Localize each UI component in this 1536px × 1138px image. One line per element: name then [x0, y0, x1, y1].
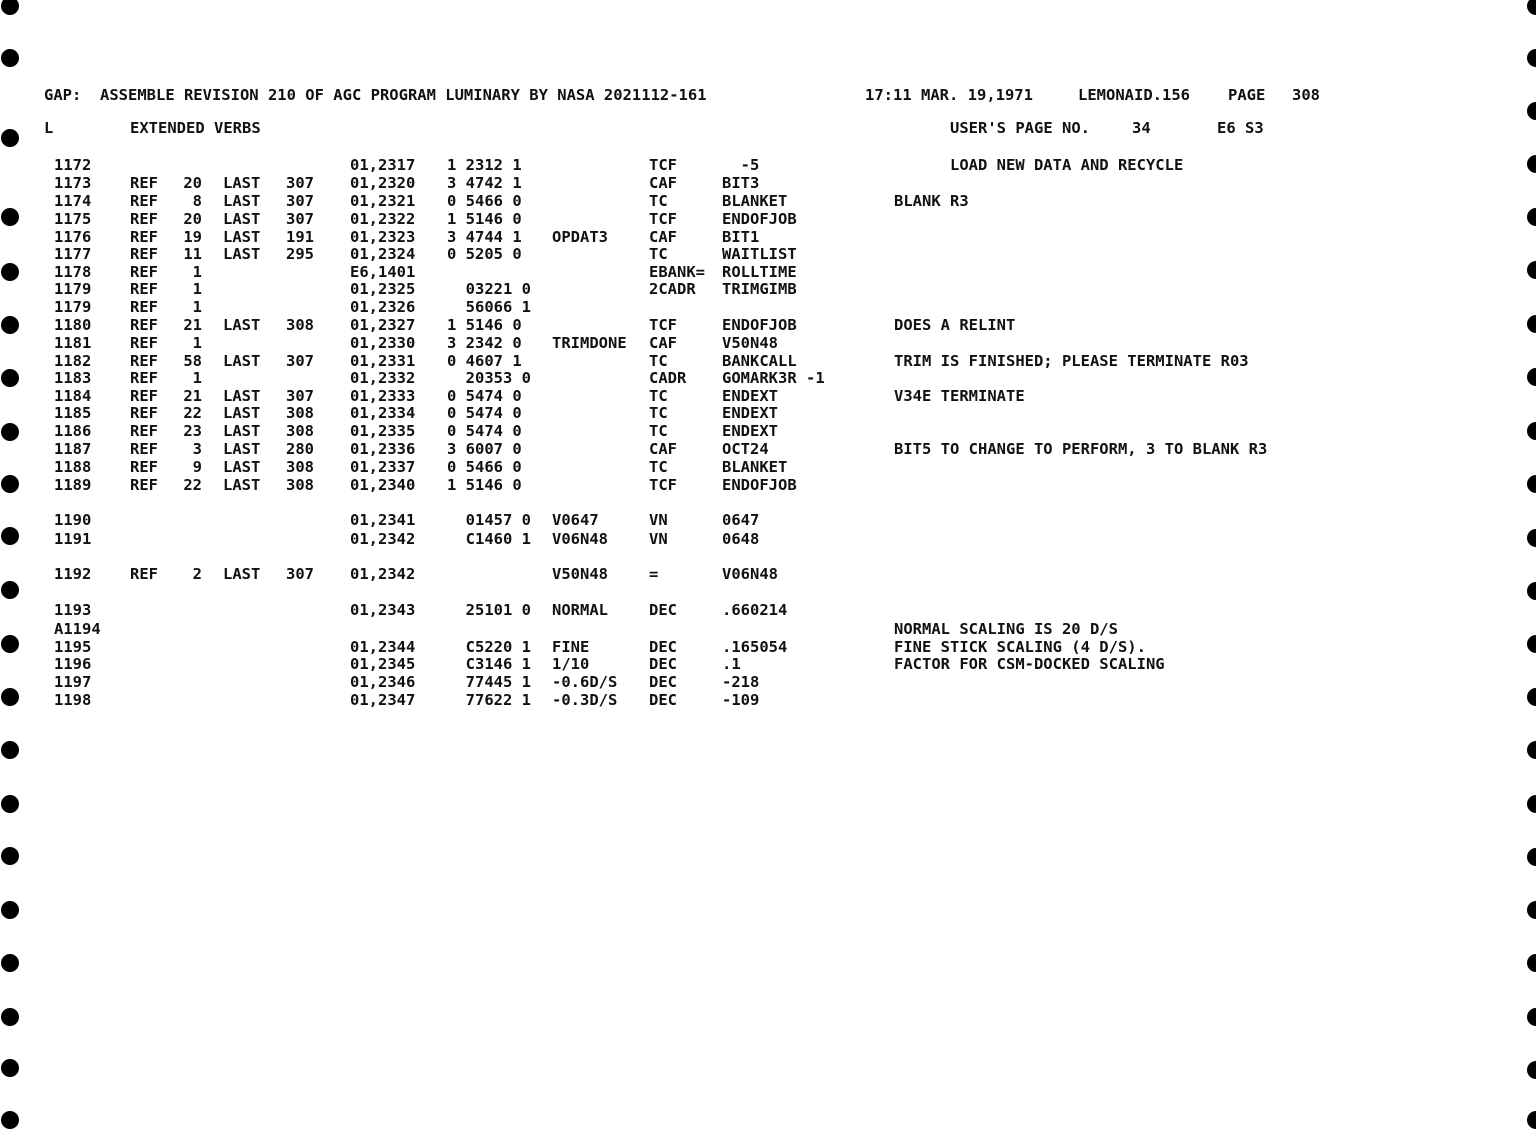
feed-hole-icon [1, 795, 19, 813]
feed-hole-icon [1, 1059, 19, 1077]
last-keyword: LAST [223, 440, 261, 458]
feed-hole-icon [1527, 1008, 1536, 1026]
ref-keyword: REF [130, 174, 158, 192]
address: 01,2340 [350, 476, 416, 494]
address: 01,2322 [350, 210, 416, 228]
line-number: 1177 [54, 245, 92, 263]
object-code: C3146 1 [447, 655, 531, 673]
operand: BIT1 [722, 228, 760, 246]
operand: -218 [722, 673, 760, 691]
line-number: 1172 [54, 156, 92, 174]
line-number: 1178 [54, 263, 92, 281]
section-marker: L [44, 119, 54, 137]
opcode: DEC [649, 655, 677, 673]
symbol-label: V0647 [552, 511, 599, 529]
comment: FACTOR FOR CSM-DOCKED SCALING [894, 655, 1165, 673]
last-page: 307 [286, 174, 314, 192]
listing-row [0, 210, 1536, 228]
listing-row [0, 280, 1536, 298]
listing-row [0, 404, 1536, 422]
feed-hole-icon [1, 1111, 19, 1129]
listing-title: GAP: ASSEMBLE REVISION 210 OF AGC PROGRAM LUMINARY BY NASA 2021112-161 [44, 86, 707, 104]
operand: BANKCALL [722, 352, 797, 370]
feed-hole-icon [1527, 1111, 1536, 1129]
opcode: CADR [649, 369, 687, 387]
operand: ENDEXT [722, 404, 778, 422]
ref-keyword: REF [130, 422, 158, 440]
line-number: 1186 [54, 422, 92, 440]
ref-keyword: REF [130, 352, 158, 370]
ref-count: 22 [183, 404, 202, 422]
ref-keyword: REF [130, 280, 158, 298]
ref-count: 20 [183, 210, 202, 228]
object-code: 01457 0 [447, 511, 531, 529]
last-keyword: LAST [223, 476, 261, 494]
line-number: 1182 [54, 352, 92, 370]
object-code: 3 6007 0 [447, 440, 522, 458]
line-number: 1191 [54, 530, 92, 548]
object-code: 0 5474 0 [447, 422, 522, 440]
feed-hole-icon [1527, 848, 1536, 866]
listing-row [0, 174, 1536, 192]
object-code: C1460 1 [447, 530, 531, 548]
last-page: 308 [286, 476, 314, 494]
object-code: 56066 1 [447, 298, 531, 316]
last-page: 308 [286, 316, 314, 334]
object-code: 3 4742 1 [447, 174, 522, 192]
ref-count: 20 [183, 174, 202, 192]
operand: V06N48 [722, 565, 778, 583]
listing-row [0, 655, 1536, 673]
address: 01,2337 [350, 458, 416, 476]
listing-row [0, 638, 1536, 656]
operand: .165054 [722, 638, 788, 656]
operand: ENDOFJOB [722, 476, 797, 494]
address: 01,2317 [350, 156, 416, 174]
ref-keyword: REF [130, 192, 158, 210]
ref-count: 2 [192, 565, 202, 583]
feed-hole-icon [1527, 741, 1536, 759]
listing-row [0, 440, 1536, 458]
feed-hole-icon [1, 49, 19, 67]
listing-row [0, 369, 1536, 387]
opcode: TC [649, 352, 668, 370]
address: 01,2324 [350, 245, 416, 263]
line-number: 1174 [54, 192, 92, 210]
address: 01,2346 [350, 673, 416, 691]
address: 01,2343 [350, 601, 416, 619]
listing-row [0, 192, 1536, 210]
line-number: 1173 [54, 174, 92, 192]
listing-row [0, 673, 1536, 691]
operand: V50N48 [722, 334, 778, 352]
ref-keyword: REF [130, 228, 158, 246]
address: 01,2345 [350, 655, 416, 673]
object-code: 77622 1 [447, 691, 531, 709]
opcode: TC [649, 245, 668, 263]
comment: LOAD NEW DATA AND RECYCLE [894, 156, 1184, 174]
ref-count: 1 [192, 369, 202, 387]
object-code: 1 2312 1 [447, 156, 522, 174]
ref-count: 58 [183, 352, 202, 370]
listing-row [0, 691, 1536, 709]
listing-row [0, 228, 1536, 246]
last-keyword: LAST [223, 422, 261, 440]
listing-row [0, 156, 1536, 174]
line-number: 1187 [54, 440, 92, 458]
opcode: TCF [649, 476, 677, 494]
line-number: 1193 [54, 601, 92, 619]
line-number: 1180 [54, 316, 92, 334]
operand: .1 [722, 655, 741, 673]
feed-hole-icon [1527, 1061, 1536, 1079]
opcode: DEC [649, 601, 677, 619]
page-label: PAGE [1228, 86, 1266, 104]
ref-keyword: REF [130, 263, 158, 281]
line-number: A1194 [54, 620, 101, 638]
operand: 0647 [722, 511, 760, 529]
last-keyword: LAST [223, 404, 261, 422]
address: 01,2333 [350, 387, 416, 405]
ref-keyword: REF [130, 334, 158, 352]
listing-row [0, 298, 1536, 316]
address: 01,2342 [350, 530, 416, 548]
user-page-number: 34 [1132, 119, 1151, 137]
opcode: 2CADR [649, 280, 696, 298]
last-page: 295 [286, 245, 314, 263]
line-number: 1175 [54, 210, 92, 228]
object-code: 0 5205 0 [447, 245, 522, 263]
feed-hole-icon [1527, 901, 1536, 919]
object-code: 0 4607 1 [447, 352, 522, 370]
line-number: 1185 [54, 404, 92, 422]
listing-row [0, 511, 1536, 529]
listing-row [0, 422, 1536, 440]
opcode: TCF [649, 210, 677, 228]
bank-id: E6 S3 [1217, 119, 1264, 137]
last-keyword: LAST [223, 245, 261, 263]
opcode: TC [649, 387, 668, 405]
ref-count: 21 [183, 316, 202, 334]
symbol-label: V50N48 [552, 565, 608, 583]
address: 01,2335 [350, 422, 416, 440]
object-code: 0 5474 0 [447, 387, 522, 405]
last-keyword: LAST [223, 316, 261, 334]
line-number: 1179 [54, 298, 92, 316]
opcode: = [649, 565, 659, 583]
object-code: 03221 0 [447, 280, 531, 298]
opcode: DEC [649, 673, 677, 691]
object-code: 0 5466 0 [447, 192, 522, 210]
listing-row [0, 245, 1536, 263]
opcode: TCF [649, 316, 677, 334]
last-page: 191 [286, 228, 314, 246]
opcode: EBANK= [649, 263, 705, 281]
ref-keyword: REF [130, 440, 158, 458]
object-code: 20353 0 [447, 369, 531, 387]
address: 01,2320 [350, 174, 416, 192]
page-number: 308 [1292, 86, 1320, 104]
line-number: 1197 [54, 673, 92, 691]
ref-count: 23 [183, 422, 202, 440]
feed-hole-icon [1, 129, 19, 147]
object-code: 1 5146 0 [447, 210, 522, 228]
object-code: 0 5474 0 [447, 404, 522, 422]
ref-count: 19 [183, 228, 202, 246]
comment: NORMAL SCALING IS 20 D/S [894, 620, 1118, 638]
operand: BLANKET [722, 458, 788, 476]
feed-hole-icon [1527, 102, 1536, 120]
last-page: 308 [286, 404, 314, 422]
last-keyword: LAST [223, 192, 261, 210]
object-code: C5220 1 [447, 638, 531, 656]
listing-filename: LEMONAID.156 [1078, 86, 1190, 104]
ref-keyword: REF [130, 476, 158, 494]
address: 01,2331 [350, 352, 416, 370]
ref-count: 8 [192, 192, 202, 210]
ref-keyword: REF [130, 210, 158, 228]
feed-hole-icon [1527, 0, 1536, 15]
feed-hole-icon [1, 0, 19, 15]
ref-count: 11 [183, 245, 202, 263]
operand: BLANKET [722, 192, 788, 210]
symbol-label: -0.6D/S [552, 673, 618, 691]
last-page: 307 [286, 210, 314, 228]
feed-hole-icon [1, 741, 19, 759]
comment: BIT5 TO CHANGE TO PERFORM, 3 TO BLANK R3 [894, 440, 1268, 458]
last-keyword: LAST [223, 352, 261, 370]
symbol-label: FINE [552, 638, 590, 656]
listing-row [0, 565, 1536, 583]
opcode: TC [649, 422, 668, 440]
address: 01,2344 [350, 638, 416, 656]
last-page: 308 [286, 458, 314, 476]
symbol-label: TRIMDONE [552, 334, 627, 352]
opcode: TC [649, 404, 668, 422]
line-number: 1188 [54, 458, 92, 476]
line-number: 1195 [54, 638, 92, 656]
opcode: TC [649, 192, 668, 210]
operand: 0648 [722, 530, 760, 548]
line-number: 1176 [54, 228, 92, 246]
symbol-label: -0.3D/S [552, 691, 618, 709]
ref-count: 9 [192, 458, 202, 476]
operand: TRIMGIMB [722, 280, 797, 298]
object-code: 1 5146 0 [447, 476, 522, 494]
object-code: 0 5466 0 [447, 458, 522, 476]
address: 01,2347 [350, 691, 416, 709]
operand: -109 [722, 691, 760, 709]
opcode: CAF [649, 334, 677, 352]
comment: BLANK R3 [894, 192, 969, 210]
listing-row [0, 263, 1536, 281]
feed-hole-icon [1527, 49, 1536, 67]
ref-count: 22 [183, 476, 202, 494]
operand: ROLLTIME [722, 263, 797, 281]
feed-hole-icon [1, 1008, 19, 1026]
listing-row [0, 476, 1536, 494]
comment: TRIM IS FINISHED; PLEASE TERMINATE R03 [894, 352, 1249, 370]
object-code: 3 2342 0 [447, 334, 522, 352]
last-page: 307 [286, 387, 314, 405]
last-keyword: LAST [223, 228, 261, 246]
address: 01,2327 [350, 316, 416, 334]
address: 01,2326 [350, 298, 416, 316]
line-number: 1192 [54, 565, 92, 583]
opcode: CAF [649, 440, 677, 458]
symbol-label: NORMAL [552, 601, 608, 619]
listing-row [0, 458, 1536, 476]
last-page: 307 [286, 192, 314, 210]
address: 01,2336 [350, 440, 416, 458]
opcode: VN [649, 511, 668, 529]
address: 01,2334 [350, 404, 416, 422]
ref-keyword: REF [130, 565, 158, 583]
feed-hole-icon [1, 901, 19, 919]
last-page: 308 [286, 422, 314, 440]
object-code: 77445 1 [447, 673, 531, 691]
symbol-label: 1/10 [552, 655, 590, 673]
ref-count: 3 [192, 440, 202, 458]
operand: WAITLIST [722, 245, 797, 263]
line-number: 1184 [54, 387, 92, 405]
listing-row [0, 620, 1536, 638]
line-number: 1189 [54, 476, 92, 494]
feed-hole-icon [1527, 582, 1536, 600]
last-keyword: LAST [223, 387, 261, 405]
opcode: VN [649, 530, 668, 548]
last-keyword: LAST [223, 210, 261, 228]
listing-row [0, 352, 1536, 370]
comment: DOES A RELINT [894, 316, 1016, 334]
ref-keyword: REF [130, 369, 158, 387]
address: 01,2325 [350, 280, 416, 298]
opcode: CAF [649, 174, 677, 192]
listing-datetime: 17:11 MAR. 19,1971 [865, 86, 1033, 104]
line-number: 1181 [54, 334, 92, 352]
object-code: 3 4744 1 [447, 228, 522, 246]
last-page: 280 [286, 440, 314, 458]
address: 01,2341 [350, 511, 416, 529]
user-page-label: USER'S PAGE NO. [950, 119, 1090, 137]
last-keyword: LAST [223, 174, 261, 192]
feed-hole-icon [1527, 795, 1536, 813]
operand: GOMARK3R -1 [722, 369, 825, 387]
comment: FINE STICK SCALING (4 D/S). [894, 638, 1146, 656]
ref-count: 1 [192, 263, 202, 281]
ref-count: 1 [192, 298, 202, 316]
ref-keyword: REF [130, 298, 158, 316]
line-number: 1190 [54, 511, 92, 529]
feed-hole-icon [1, 847, 19, 865]
object-code: 1 5146 0 [447, 316, 522, 334]
feed-hole-icon [1, 581, 19, 599]
listing-row [0, 530, 1536, 548]
last-page: 307 [286, 352, 314, 370]
last-keyword: LAST [223, 565, 261, 583]
symbol-label: OPDAT3 [552, 228, 608, 246]
operand: ENDEXT [722, 422, 778, 440]
ref-count: 1 [192, 334, 202, 352]
line-number: 1183 [54, 369, 92, 387]
listing-row [0, 387, 1536, 405]
operand: OCT24 [722, 440, 769, 458]
opcode: DEC [649, 691, 677, 709]
feed-hole-icon [1527, 954, 1536, 972]
ref-count: 1 [192, 280, 202, 298]
line-number: 1179 [54, 280, 92, 298]
line-number: 1196 [54, 655, 92, 673]
last-page: 307 [286, 565, 314, 583]
line-number: 1198 [54, 691, 92, 709]
last-keyword: LAST [223, 458, 261, 476]
operand: -5 [722, 156, 760, 174]
operand: .660214 [722, 601, 788, 619]
address: 01,2342 [350, 565, 416, 583]
operand: ENDOFJOB [722, 210, 797, 228]
listing-row [0, 334, 1536, 352]
address: E6,1401 [350, 263, 416, 281]
address: 01,2323 [350, 228, 416, 246]
operand: ENDEXT [722, 387, 778, 405]
comment: V34E TERMINATE [894, 387, 1025, 405]
ref-keyword: REF [130, 316, 158, 334]
opcode: CAF [649, 228, 677, 246]
operand: ENDOFJOB [722, 316, 797, 334]
object-code: 25101 0 [447, 601, 531, 619]
address: 01,2321 [350, 192, 416, 210]
ref-keyword: REF [130, 404, 158, 422]
symbol-label: V06N48 [552, 530, 608, 548]
opcode: TCF [649, 156, 677, 174]
address: 01,2330 [350, 334, 416, 352]
section-title: EXTENDED VERBS [130, 119, 261, 137]
operand: BIT3 [722, 174, 760, 192]
opcode: DEC [649, 638, 677, 656]
ref-keyword: REF [130, 387, 158, 405]
listing-row [0, 316, 1536, 334]
feed-hole-icon [1, 954, 19, 972]
ref-count: 21 [183, 387, 202, 405]
opcode: TC [649, 458, 668, 476]
address: 01,2332 [350, 369, 416, 387]
ref-keyword: REF [130, 245, 158, 263]
listing-row [0, 601, 1536, 619]
ref-keyword: REF [130, 458, 158, 476]
